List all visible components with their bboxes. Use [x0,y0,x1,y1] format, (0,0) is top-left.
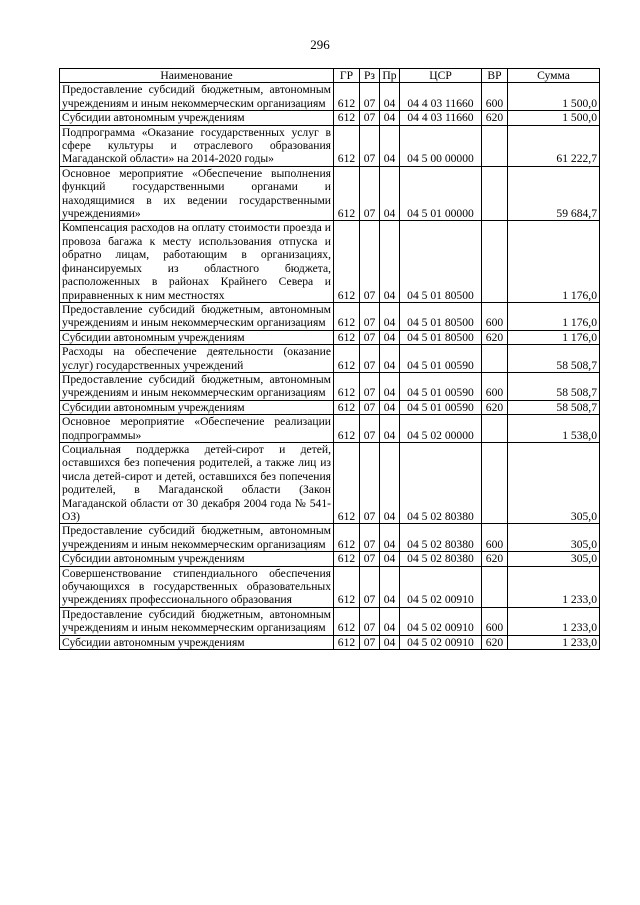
cell-name: Субсидии автономным учреждениям [60,552,334,566]
page-number: 296 [310,37,330,52]
cell-csr: 04 5 02 80380 [400,442,482,523]
cell-csr: 04 5 01 00590 [400,400,482,414]
cell-name: Предоставление субсидий бюджетным, автономным учреждениям и иным некоммерческим организациям [60,524,334,552]
table-row [60,111,600,125]
cell-name: Компенсация расходов на оплату стоимости проезда и провоза багажа к месту использования отпуска и обратно лицам, работающим в организациях, финансируемых из областного бюджета, расположенных в районах Крайнего Севера и приравненных к ним местностях [60,221,334,302]
cell-pr: 04 [380,166,400,221]
cell-rz: 07 [360,566,380,607]
cell-name: Социальная поддержка детей-сирот и детей, оставшихся без попечения родителей, а также лиц из числа детей-сирот и детей, оставшихся без попечения родителей, в Магаданской области (Закон Магаданской области от 30 декабря 2004 года № 541-ОЗ) [60,442,334,523]
cell-pr: 04 [380,415,400,443]
cell-name: Основное мероприятие «Обеспечение реализации подпрограммы» [60,415,334,443]
table-row [60,415,600,443]
header-pr: Пр [380,69,400,83]
header-gr: ГР [334,69,360,83]
cell-name: Подпрограмма «Оказание государственных услуг в сфере культуры и отраслевого образования Магаданской области» на 2014-2020 годы» [60,125,334,166]
cell-pr: 04 [380,566,400,607]
cell-name: Основное мероприятие «Обеспечение выполнения функций государственными органами и находящимися в их ведении государственными учреждениями» [60,166,334,221]
cell-csr: 04 5 02 00910 [400,607,482,635]
cell-gr: 612 [334,415,360,443]
cell-sum: 61 222,7 [508,125,600,166]
cell-name: Предоставление субсидий бюджетным, автономным учреждениям и иным некоммерческим организациям [60,302,334,330]
cell-pr: 04 [380,221,400,302]
cell-sum: 1 176,0 [508,330,600,344]
cell-pr: 04 [380,345,400,373]
cell-rz: 07 [360,111,380,125]
cell-gr: 612 [334,111,360,125]
cell-vr [482,166,508,221]
table-row [60,302,600,330]
cell-vr [482,125,508,166]
cell-rz: 07 [360,415,380,443]
cell-csr: 04 5 02 80380 [400,524,482,552]
cell-sum: 1 538,0 [508,415,600,443]
cell-sum: 1 233,0 [508,607,600,635]
cell-rz: 07 [360,221,380,302]
table-row [60,400,600,414]
cell-name: Предоставление субсидий бюджетным, автономным учреждениям и иным некоммерческим организациям [60,372,334,400]
cell-vr: 620 [482,635,508,649]
cell-pr: 04 [380,524,400,552]
header-sum: Сумма [508,69,600,83]
cell-gr: 612 [334,552,360,566]
cell-gr: 612 [334,524,360,552]
cell-vr [482,345,508,373]
cell-rz: 07 [360,345,380,373]
cell-gr: 612 [334,400,360,414]
cell-vr: 600 [482,302,508,330]
cell-vr [482,566,508,607]
cell-rz: 07 [360,524,380,552]
cell-csr: 04 5 01 80500 [400,302,482,330]
cell-pr: 04 [380,442,400,523]
cell-vr: 600 [482,607,508,635]
cell-csr: 04 5 01 00000 [400,166,482,221]
cell-vr: 620 [482,400,508,414]
cell-sum: 1 500,0 [508,111,600,125]
cell-csr: 04 4 03 11660 [400,83,482,111]
cell-sum: 59 684,7 [508,166,600,221]
cell-name: Предоставление субсидий бюджетным, автономным учреждениям и иным некоммерческим организациям [60,607,334,635]
cell-sum: 305,0 [508,524,600,552]
cell-gr: 612 [334,372,360,400]
cell-csr: 04 5 00 00000 [400,125,482,166]
cell-gr: 612 [334,83,360,111]
cell-name: Предоставление субсидий бюджетным, автономным учреждениям и иным некоммерческим организациям [60,83,334,111]
cell-name: Субсидии автономным учреждениям [60,111,334,125]
cell-sum: 305,0 [508,442,600,523]
cell-rz: 07 [360,166,380,221]
cell-vr: 620 [482,552,508,566]
cell-sum: 1 233,0 [508,566,600,607]
cell-vr: 600 [482,83,508,111]
table-row [60,566,600,607]
cell-sum: 58 508,7 [508,372,600,400]
cell-name: Совершенствование стипендиального обеспечения обучающихся в государственных образовательных учреждениях профессионального образования [60,566,334,607]
cell-pr: 04 [380,635,400,649]
table-row [60,635,600,649]
cell-rz: 07 [360,125,380,166]
cell-vr: 620 [482,330,508,344]
cell-sum: 1 233,0 [508,635,600,649]
cell-gr: 612 [334,345,360,373]
cell-csr: 04 5 01 80500 [400,330,482,344]
cell-sum: 58 508,7 [508,345,600,373]
cell-gr: 612 [334,221,360,302]
table-row [60,552,600,566]
cell-rz: 07 [360,552,380,566]
cell-gr: 612 [334,607,360,635]
cell-sum: 305,0 [508,552,600,566]
table-row [60,166,600,221]
cell-pr: 04 [380,607,400,635]
cell-rz: 07 [360,635,380,649]
cell-gr: 612 [334,302,360,330]
cell-name: Субсидии автономным учреждениям [60,635,334,649]
cell-csr: 04 4 03 11660 [400,111,482,125]
cell-rz: 07 [360,302,380,330]
header-name: Наименование [60,69,334,83]
cell-vr: 600 [482,524,508,552]
cell-pr: 04 [380,330,400,344]
cell-csr: 04 5 02 00000 [400,415,482,443]
cell-rz: 07 [360,330,380,344]
cell-name: Субсидии автономным учреждениям [60,400,334,414]
cell-pr: 04 [380,83,400,111]
cell-name: Расходы на обеспечение деятельности (оказание услуг) государственных учреждений [60,345,334,373]
cell-pr: 04 [380,400,400,414]
cell-pr: 04 [380,552,400,566]
cell-rz: 07 [360,372,380,400]
cell-vr [482,221,508,302]
cell-sum: 58 508,7 [508,400,600,414]
cell-rz: 07 [360,442,380,523]
header-csr: ЦСР [400,69,482,83]
cell-vr: 600 [482,372,508,400]
cell-vr [482,442,508,523]
header-rz: Рз [360,69,380,83]
cell-pr: 04 [380,372,400,400]
cell-gr: 612 [334,566,360,607]
cell-rz: 07 [360,83,380,111]
cell-csr: 04 5 02 00910 [400,566,482,607]
cell-pr: 04 [380,302,400,330]
table-header-row [60,69,600,83]
cell-gr: 612 [334,442,360,523]
budget-table [59,68,600,650]
cell-vr: 620 [482,111,508,125]
cell-csr: 04 5 01 00590 [400,345,482,373]
header-vr: ВР [482,69,508,83]
cell-gr: 612 [334,125,360,166]
cell-rz: 07 [360,607,380,635]
cell-name: Субсидии автономным учреждениям [60,330,334,344]
cell-gr: 612 [334,166,360,221]
table-body [60,83,600,650]
cell-vr [482,415,508,443]
table-row [60,83,600,111]
cell-sum: 1 176,0 [508,302,600,330]
cell-csr: 04 5 02 80380 [400,552,482,566]
cell-sum: 1 176,0 [508,221,600,302]
table-row [60,330,600,344]
cell-csr: 04 5 01 00590 [400,372,482,400]
cell-gr: 612 [334,635,360,649]
cell-gr: 612 [334,330,360,344]
table-row [60,524,600,552]
table-row [60,372,600,400]
cell-csr: 04 5 02 00910 [400,635,482,649]
table-row [60,442,600,523]
table-row [60,125,600,166]
cell-sum: 1 500,0 [508,83,600,111]
cell-pr: 04 [380,111,400,125]
table-row [60,607,600,635]
cell-rz: 07 [360,400,380,414]
table-row [60,221,600,302]
table-row [60,345,600,373]
cell-csr: 04 5 01 80500 [400,221,482,302]
cell-pr: 04 [380,125,400,166]
